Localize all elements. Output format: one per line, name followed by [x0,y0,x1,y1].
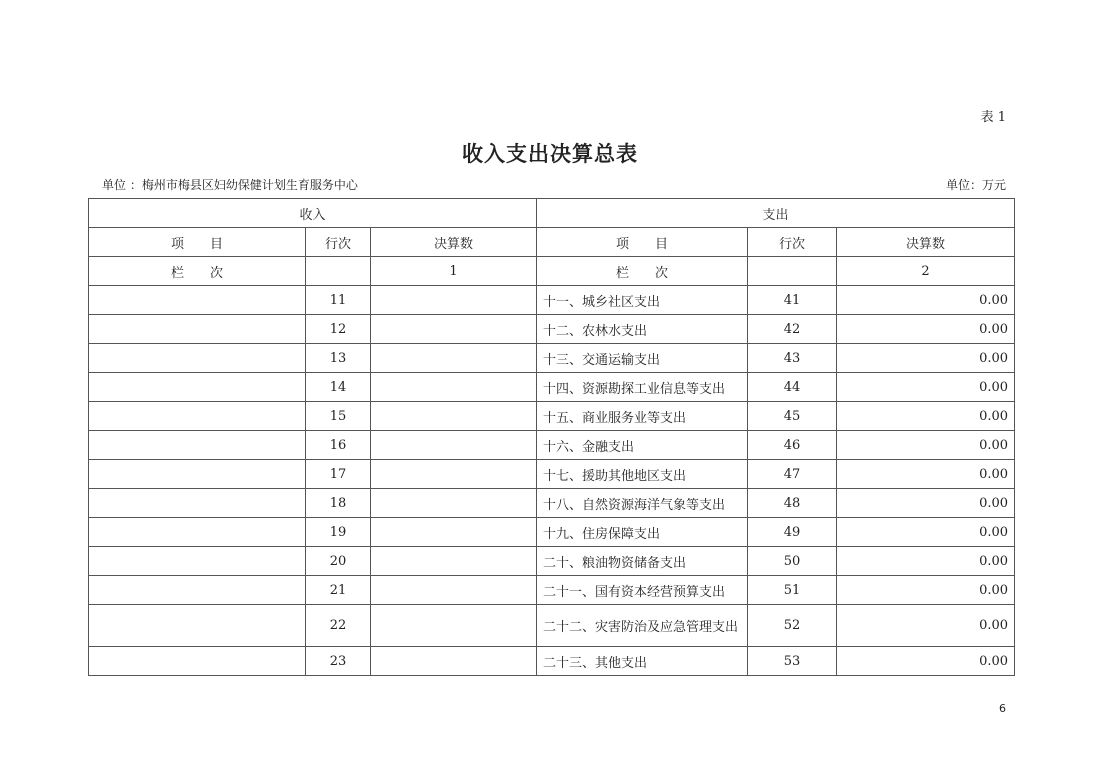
income-column-number: 1 [371,257,537,286]
table-row [89,344,1015,373]
income-item [89,605,306,647]
expense-amount: 0.00 [837,460,1015,489]
expense-line: 47 [748,460,837,489]
income-line: 12 [306,315,371,344]
income-line: 16 [306,431,371,460]
table-row [89,373,1015,402]
income-item-header: 项 目 [89,228,306,257]
expense-amount: 0.00 [837,402,1015,431]
expense-item: 二十三、其他支出 [537,647,748,676]
column-header-row [89,228,1015,257]
expense-column-label: 栏 次 [537,257,748,286]
income-item [89,286,306,315]
organization-unit: 单位 ：梅州市梅县区妇幼保健计划生育服务中心 [102,178,358,192]
income-line: 21 [306,576,371,605]
income-amount [371,518,537,547]
expense-amount-header: 决算数 [837,228,1015,257]
expense-amount: 0.00 [837,576,1015,605]
expense-item: 二十一、国有资本经营预算支出 [537,576,748,605]
income-item [89,431,306,460]
expense-item: 二十二、灾害防治及应急管理支出 [537,605,748,647]
income-amount [371,344,537,373]
income-line: 23 [306,647,371,676]
expense-item-header: 项 目 [537,228,748,257]
expense-line: 53 [748,647,837,676]
income-item [89,402,306,431]
table-row [89,576,1015,605]
income-amount [371,576,537,605]
table-row [89,547,1015,576]
expense-line: 52 [748,605,837,647]
expense-line: 46 [748,431,837,460]
table-row [89,431,1015,460]
expense-amount: 0.00 [837,315,1015,344]
income-item [89,344,306,373]
expense-line: 45 [748,402,837,431]
income-line: 22 [306,605,371,647]
table-row [89,647,1015,676]
expense-line: 50 [748,547,837,576]
expense-line: 43 [748,344,837,373]
expense-line: 51 [748,576,837,605]
income-amount [371,647,537,676]
income-amount [371,315,537,344]
expense-amount: 0.00 [837,286,1015,315]
expense-item: 十七、援助其他地区支出 [537,460,748,489]
income-line: 14 [306,373,371,402]
income-amount [371,373,537,402]
expense-line: 41 [748,286,837,315]
expense-item: 十四、资源勘探工业信息等支出 [537,373,748,402]
income-item [89,518,306,547]
table-row [89,315,1015,344]
expense-amount: 0.00 [837,489,1015,518]
income-line-header: 行次 [306,228,371,257]
income-amount [371,460,537,489]
income-line: 13 [306,344,371,373]
income-item [89,576,306,605]
expense-line: 48 [748,489,837,518]
income-item [89,547,306,576]
expense-amount: 0.00 [837,344,1015,373]
expense-amount: 0.00 [837,647,1015,676]
income-item [89,647,306,676]
expense-amount: 0.00 [837,373,1015,402]
income-item [89,460,306,489]
table-row [89,286,1015,315]
income-line: 11 [306,286,371,315]
expense-column-number: 2 [837,257,1015,286]
expense-item: 十二、农林水支出 [537,315,748,344]
expense-item: 十五、商业服务业等支出 [537,402,748,431]
expense-item: 十九、住房保障支出 [537,518,748,547]
expense-header: 支出 [537,199,1015,228]
table-row [89,605,1015,647]
income-item [89,489,306,518]
page-number: 6 [999,702,1006,715]
expense-line-header: 行次 [748,228,837,257]
income-item [89,315,306,344]
expense-amount: 0.00 [837,518,1015,547]
expense-amount: 0.00 [837,547,1015,576]
income-amount-header: 决算数 [371,228,537,257]
income-line: 19 [306,518,371,547]
expense-line: 42 [748,315,837,344]
column-number-row [89,257,1015,286]
income-expense-table [88,198,1015,676]
expense-item: 十三、交通运输支出 [537,344,748,373]
income-amount [371,402,537,431]
income-line: 15 [306,402,371,431]
table-row [89,460,1015,489]
income-amount [371,489,537,518]
income-item [89,373,306,402]
income-line: 17 [306,460,371,489]
expense-item: 十六、金融支出 [537,431,748,460]
table-row [89,518,1015,547]
expense-column-empty [748,257,837,286]
expense-item: 十一、城乡社区支出 [537,286,748,315]
table-row [89,489,1015,518]
income-amount [371,286,537,315]
income-column-label: 栏 次 [89,257,306,286]
income-column-empty [306,257,371,286]
page-title: 收入支出决算总表 [462,141,638,166]
section-header-row [89,199,1015,228]
table-number: 表 1 [980,110,1006,125]
income-line: 18 [306,489,371,518]
income-amount [371,547,537,576]
expense-amount: 0.00 [837,431,1015,460]
expense-amount: 0.00 [837,605,1015,647]
expense-line: 44 [748,373,837,402]
table-row [89,402,1015,431]
income-amount [371,431,537,460]
income-line: 20 [306,547,371,576]
expense-line: 49 [748,518,837,547]
income-amount [371,605,537,647]
expense-item: 二十、粮油物资储备支出 [537,547,748,576]
currency-unit: 单位：万元 [945,178,1006,192]
income-header: 收入 [89,199,537,228]
expense-item: 十八、自然资源海洋气象等支出 [537,489,748,518]
